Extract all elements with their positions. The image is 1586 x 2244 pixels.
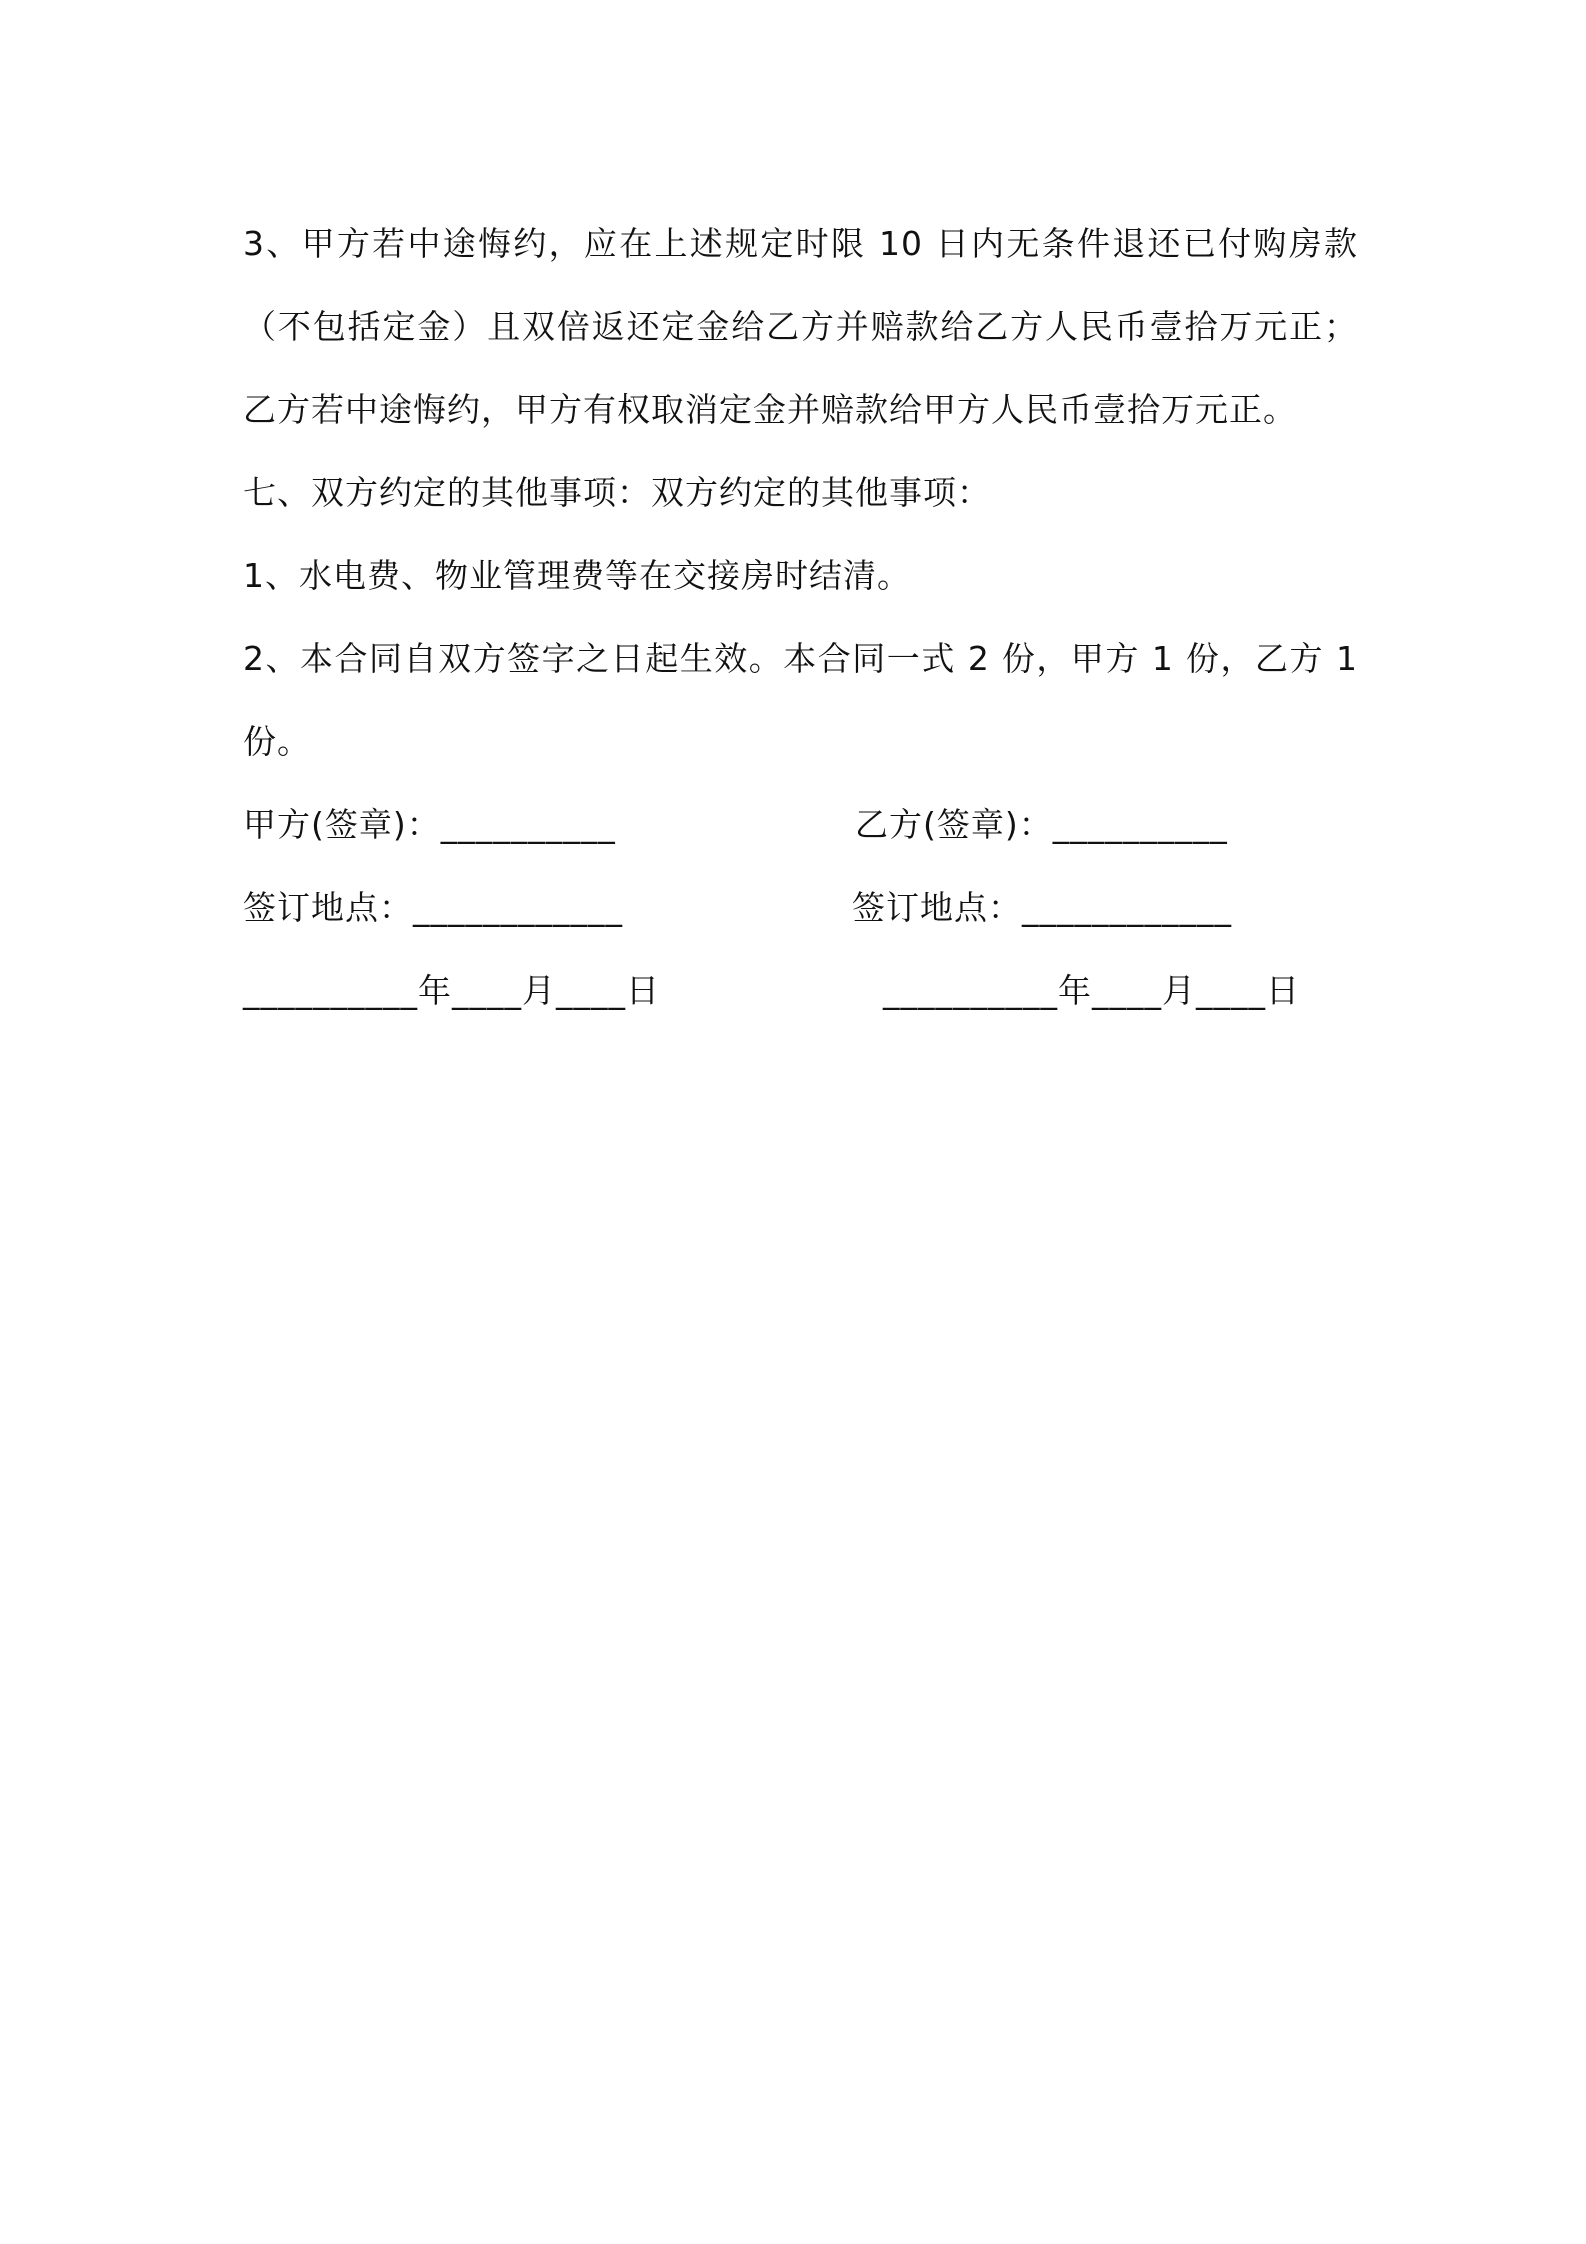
party-b-signature-line: 乙方(签章)：__________ <box>855 805 1228 844</box>
clause-2-paragraph: 2、本合同自双方签字之日起生效。本合同一式 2 份，甲方 1 份，乙方 1 份。 <box>243 639 1358 761</box>
clause-3-paragraph: 3、甲方若中途悔约，应在上述规定时限 10 日内无条件退还已付购房款（不包括定金）且双倍返还定金给乙方并赔款给乙方人民币壹拾万元正；乙方若中途悔约，甲方有权取消定金并赔款给甲方人民币壹拾万元正。 <box>243 224 1358 429</box>
document-body <box>243 202 1358 1032</box>
section-7-heading: 七、双方约定的其他事项：双方约定的其他事项： <box>243 473 991 512</box>
party-a-signing-place-line: 签订地点：____________ <box>243 888 623 927</box>
clause-1-paragraph: 1、水电费、物业管理费等在交接房时结清。 <box>243 556 911 595</box>
signing-date-row <box>243 949 1358 1032</box>
party-a-signature-line: 甲方(签章)：__________ <box>243 805 616 844</box>
signing-place-row <box>243 866 1358 949</box>
signature-row <box>243 783 1358 866</box>
party-b-signing-place-line: 签订地点：____________ <box>852 888 1232 927</box>
party-b-date-line: __________年____月____日 <box>883 971 1300 1010</box>
party-a-date-line: __________年____月____日 <box>243 971 660 1010</box>
